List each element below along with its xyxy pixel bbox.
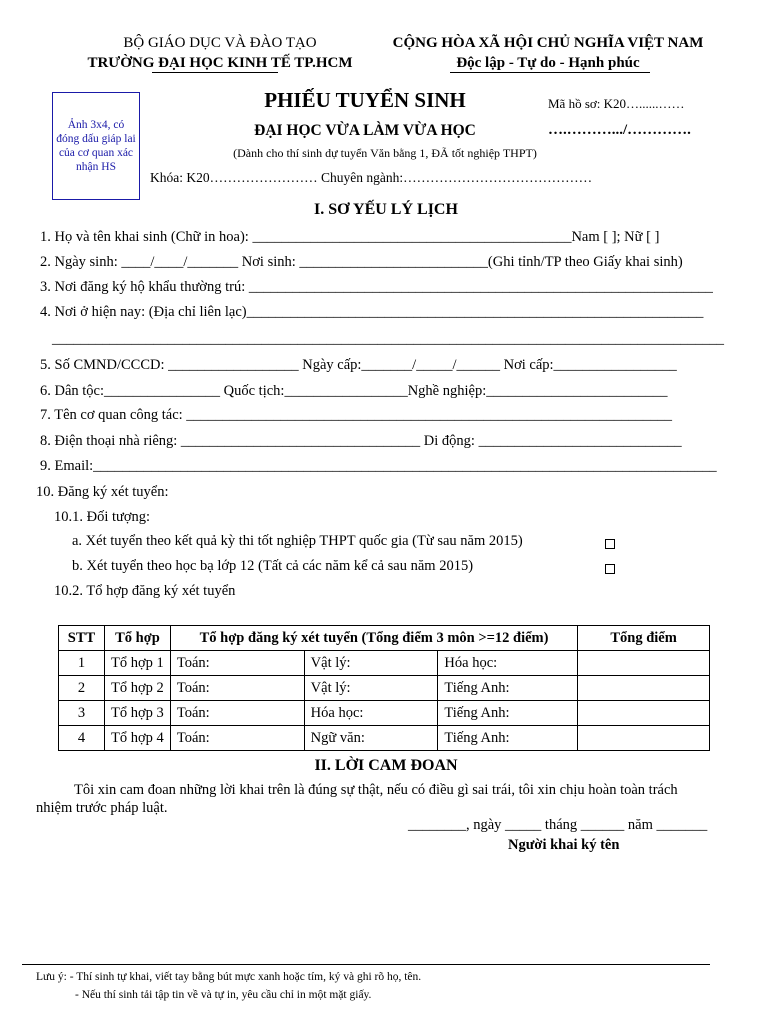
field-subject-combination: 10.2. Tổ hợp đăng ký xét tuyển — [54, 583, 236, 599]
subject-combination-table — [58, 625, 710, 751]
date-line[interactable]: ________, ngày _____ tháng ______ năm _______ — [408, 817, 708, 833]
form-subtitle-note: (Dành cho thí sinh dự tuyển Văn bằng 1, ĐÃ tốt nghiệp THPT) — [233, 146, 537, 160]
cell-combination: Tổ hợp 2 — [104, 676, 170, 701]
cell-total[interactable] — [578, 676, 710, 701]
cell-combination: Tổ hợp 3 — [104, 701, 170, 726]
footer-divider — [22, 964, 710, 965]
option-b-checkbox[interactable] — [605, 561, 615, 579]
field-registration: 10. Đăng ký xét tuyển: — [36, 484, 169, 500]
table-row — [59, 676, 710, 701]
signer-label: Người khai ký tên — [508, 837, 620, 853]
table-row — [59, 651, 710, 676]
option-a-checkbox[interactable] — [605, 536, 615, 554]
cell-stt: 2 — [59, 676, 105, 701]
cell-subject-2[interactable]: Ngữ văn: — [304, 726, 438, 751]
file-code-label: Mã hồ sơ: K20…......…… — [548, 96, 685, 111]
field-email[interactable]: 9. Email:______________________________________________________________________________________ — [40, 458, 717, 474]
university-underline — [152, 72, 278, 73]
col-subjects: Tổ hợp đăng ký xét tuyển (Tổng điểm 3 môn >=12 điểm) — [170, 626, 577, 651]
header-right — [378, 33, 718, 73]
cell-subject-2[interactable]: Vật lý: — [304, 651, 438, 676]
course-major-line[interactable]: Khóa: K20…………………… Chuyên ngành:…………………………………… — [150, 170, 593, 185]
cell-combination: Tổ hợp 4 — [104, 726, 170, 751]
cell-subject-3[interactable]: Tiếng Anh: — [438, 726, 578, 751]
cell-subject-1[interactable]: Toán: — [170, 676, 304, 701]
cell-subject-3[interactable]: Hóa học: — [438, 651, 578, 676]
header-left — [70, 33, 370, 73]
file-code-blank[interactable]: ….……….../…………. — [548, 122, 691, 138]
section-2-title: II. LỜI CAM ĐOAN — [314, 757, 458, 774]
field-permanent-address[interactable]: 3. Nơi đăng ký hộ khẩu thường trú: ________________________________________________________________ — [40, 279, 713, 295]
republic-name: CỘNG HÒA XÃ HỘI CHỦ NGHĨA VIỆT NAM — [392, 35, 704, 51]
note-line-2: - Nếu thí sinh tải tập tin về và tự in, yêu cầu chỉ in một mặt giấy. — [75, 989, 372, 1001]
table-row — [59, 701, 710, 726]
note-line-1: Lưu ý: - Thí sinh tự khai, viết tay bằng bút mực xanh hoặc tím, ký và ghi rõ họ, tên. — [36, 971, 422, 983]
form-subtitle: ĐẠI HỌC VỪA LÀM VỪA HỌC — [254, 122, 476, 139]
field-ethnicity-nationality[interactable]: 6. Dân tộc:________________ Quốc tịch:_________________Nghề nghiệp:_________________________ — [40, 383, 668, 399]
cell-subject-1[interactable]: Toán: — [170, 651, 304, 676]
cell-subject-3[interactable]: Tiếng Anh: — [438, 676, 578, 701]
cell-stt: 4 — [59, 726, 105, 751]
cell-total[interactable] — [578, 651, 710, 676]
field-current-address-cont[interactable]: _____________________________________________________________________________________________ — [52, 331, 725, 347]
cell-combination: Tổ hợp 1 — [104, 651, 170, 676]
field-id-card[interactable]: 5. Số CMND/CCCD: __________________ Ngày cấp:_______/_____/______ Nơi cấp:_________________ — [40, 357, 677, 373]
university-name: TRƯỜNG ĐẠI HỌC KINH TẾ TP.HCM — [87, 55, 353, 71]
cell-subject-2[interactable]: Hóa học: — [304, 701, 438, 726]
field-full-name[interactable]: 1. Họ và tên khai sinh (Chữ in hoa): ____________________________________________Nam [ ]; Nữ [ ] — [40, 229, 660, 245]
option-b-label: b. Xét tuyển theo học bạ lớp 12 (Tất cả các năm kể cả sau năm 2015) — [72, 558, 474, 574]
cell-total[interactable] — [578, 726, 710, 751]
cell-subject-1[interactable]: Toán: — [170, 726, 304, 751]
table-row — [59, 726, 710, 751]
col-combination: Tổ hợp — [104, 626, 170, 651]
field-phone[interactable]: 8. Điện thoại nhà riêng: _________________________________ Di động: ____________________________ — [40, 433, 682, 449]
photo-placeholder-box — [52, 92, 140, 200]
field-current-address[interactable]: 4. Nơi ở hiện nay: (Địa chỉ liên lạc)_______________________________________________________________ — [40, 304, 704, 320]
cell-stt: 3 — [59, 701, 105, 726]
field-workplace[interactable]: 7. Tên cơ quan công tác: ___________________________________________________________________ — [40, 407, 673, 423]
cell-subject-3[interactable]: Tiếng Anh: — [438, 701, 578, 726]
cell-total[interactable] — [578, 701, 710, 726]
motto: Độc lập - Tự do - Hạnh phúc — [456, 55, 640, 71]
pledge-text-line-2: nhiệm trước pháp luật. — [36, 800, 168, 816]
cell-stt: 1 — [59, 651, 105, 676]
field-birth[interactable]: 2. Ngày sinh: ____/____/_______ Nơi sinh: __________________________(Ghi tỉnh/TP theo Giấy khai sinh) — [40, 254, 683, 270]
pledge-text-line-1: Tôi xin cam đoan những lời khai trên là đúng sự thật, nếu có điều gì sai trái, tôi xin chịu hoàn toàn trách — [74, 782, 678, 798]
col-total: Tổng điểm — [578, 626, 710, 651]
motto-underline — [450, 72, 650, 73]
table-header-row — [59, 626, 710, 651]
photo-instructions: Ảnh 3x4, có đóng dấu giáp lai của cơ quan xác nhận HS — [56, 119, 136, 173]
option-a-label: a. Xét tuyển theo kết quả kỳ thi tốt nghiệp THPT quốc gia (Từ sau năm 2015) — [72, 533, 523, 549]
form-title: PHIẾU TUYỂN SINH — [264, 88, 466, 112]
col-stt: STT — [59, 626, 105, 651]
field-applicant-type: 10.1. Đối tượng: — [54, 509, 151, 525]
cell-subject-2[interactable]: Vật lý: — [304, 676, 438, 701]
ministry-name: BỘ GIÁO DỤC VÀ ĐÀO TẠO — [123, 35, 317, 51]
cell-subject-1[interactable]: Toán: — [170, 701, 304, 726]
section-1-title: I. SƠ YẾU LÝ LỊCH — [314, 201, 458, 218]
